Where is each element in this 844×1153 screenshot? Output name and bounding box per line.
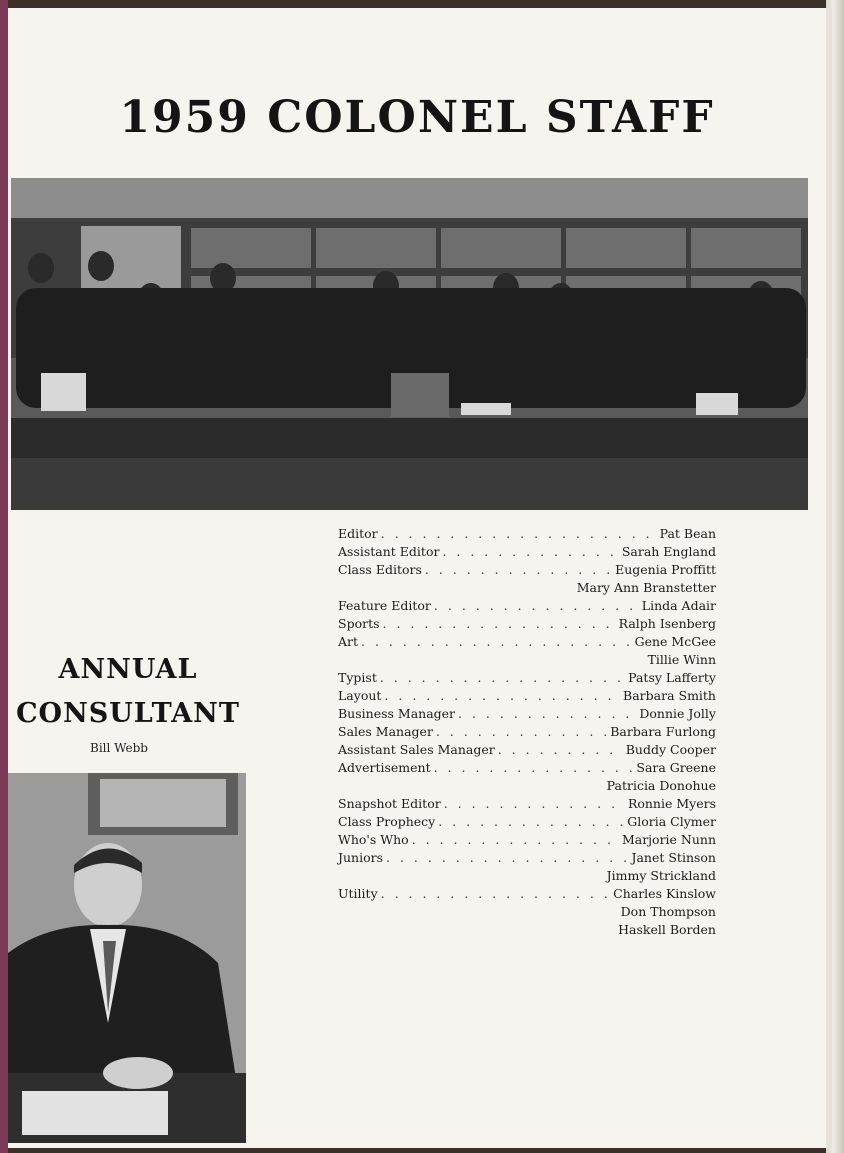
staff-row [338,649,716,667]
staff-row [338,667,716,685]
staff-row [338,703,716,721]
dot-leader [444,796,625,811]
staff-role: Utility [338,886,378,901]
staff-member-name: Buddy Cooper [625,742,716,757]
staff-member-name: Patricia Donohue [606,778,716,793]
dot-leader [498,742,623,757]
staff-role: Typist [338,670,377,685]
page-title: 1959 COLONEL STAFF [119,92,715,143]
staff-row [338,883,716,901]
staff-role: Feature Editor [338,598,431,613]
dot-leader [458,706,636,721]
staff-role: Assistant Sales Manager [338,742,495,757]
dot-leader [384,688,620,703]
staff-row [338,685,716,703]
staff-member-name: Pat Bean [659,526,716,541]
staff-member-name: Charles Kinslow [613,886,716,901]
staff-member-name: Gloria Clymer [627,814,716,829]
dot-leader [361,634,632,649]
staff-member-name: Barbara Smith [623,688,716,703]
staff-row [338,613,716,631]
staff-row [338,919,716,937]
staff-photo-illustration [11,178,808,510]
staff-role: Class Editors [338,562,422,577]
staff-row [338,631,716,649]
book-spine [0,0,8,1153]
staff-row [338,757,716,775]
staff-role: Advertisement [338,760,431,775]
consultant-portrait-illustration [8,773,246,1143]
staff-role: Juniors [338,850,384,865]
staff-member-name: Mary Ann Branstetter [576,580,716,595]
staff-member-name: Ronnie Myers [627,796,716,811]
staff-member-name: Janet Stinson [631,850,716,865]
dot-leader [436,724,607,739]
staff-row [338,595,716,613]
staff-member-name: Donnie Jolly [639,706,716,721]
staff-member-name: Marjorie Nunn [621,832,716,847]
staff-list [338,523,716,937]
staff-member-name: Patsy Lafferty [628,670,716,685]
staff-member-name: Sara Greene [636,760,716,775]
yearbook-page [8,8,832,1148]
dot-leader [434,598,639,613]
dot-leader [383,616,616,631]
staff-row [338,523,716,541]
staff-row [338,559,716,577]
staff-row [338,793,716,811]
consultant-heading-line1: ANNUAL [58,654,198,685]
staff-role: Assistant Editor [338,544,440,559]
staff-row [338,847,716,865]
staff-role: Layout [338,688,382,703]
staff-member-name: Ralph Isenberg [618,616,716,631]
staff-role: Art [338,634,359,649]
consultant-heading [8,648,248,736]
staff-member-name: Haskell Borden [618,922,716,937]
staff-row [338,739,716,757]
consultant-name: Bill Webb [90,741,148,755]
consultant-heading-line2: CONSULTANT [16,698,240,729]
staff-role: Business Manager [338,706,456,721]
staff-role: Snapshot Editor [338,796,441,811]
staff-member-name: Jimmy Strickland [606,868,716,883]
staff-row [338,829,716,847]
staff-role: Who's Who [338,832,409,847]
staff-row [338,901,716,919]
staff-member-name: Don Thompson [620,904,716,919]
staff-role: Sales Manager [338,724,433,739]
staff-role: Editor [338,526,378,541]
dot-leader [438,814,624,829]
staff-row [338,541,716,559]
staff-group-photo [11,178,808,510]
staff-row [338,577,716,595]
consultant-portrait-photo [8,773,246,1143]
dot-leader [380,670,625,685]
staff-row [338,775,716,793]
staff-row [338,865,716,883]
dot-leader [412,832,619,847]
staff-row [338,721,716,739]
staff-member-name: Linda Adair [641,598,716,613]
staff-member-name: Eugenia Proffitt [615,562,716,577]
dot-leader [386,850,628,865]
dot-leader [425,562,612,577]
staff-row [338,811,716,829]
staff-role: Sports [338,616,380,631]
dot-leader [434,760,634,775]
dot-leader [381,526,657,541]
staff-role: Class Prophecy [338,814,436,829]
dot-leader [442,544,618,559]
dot-leader [381,886,611,901]
staff-member-name: Sarah England [621,544,716,559]
staff-member-name: Tillie Winn [647,652,716,667]
staff-member-name: Gene McGee [634,634,716,649]
staff-member-name: Barbara Furlong [610,724,716,739]
